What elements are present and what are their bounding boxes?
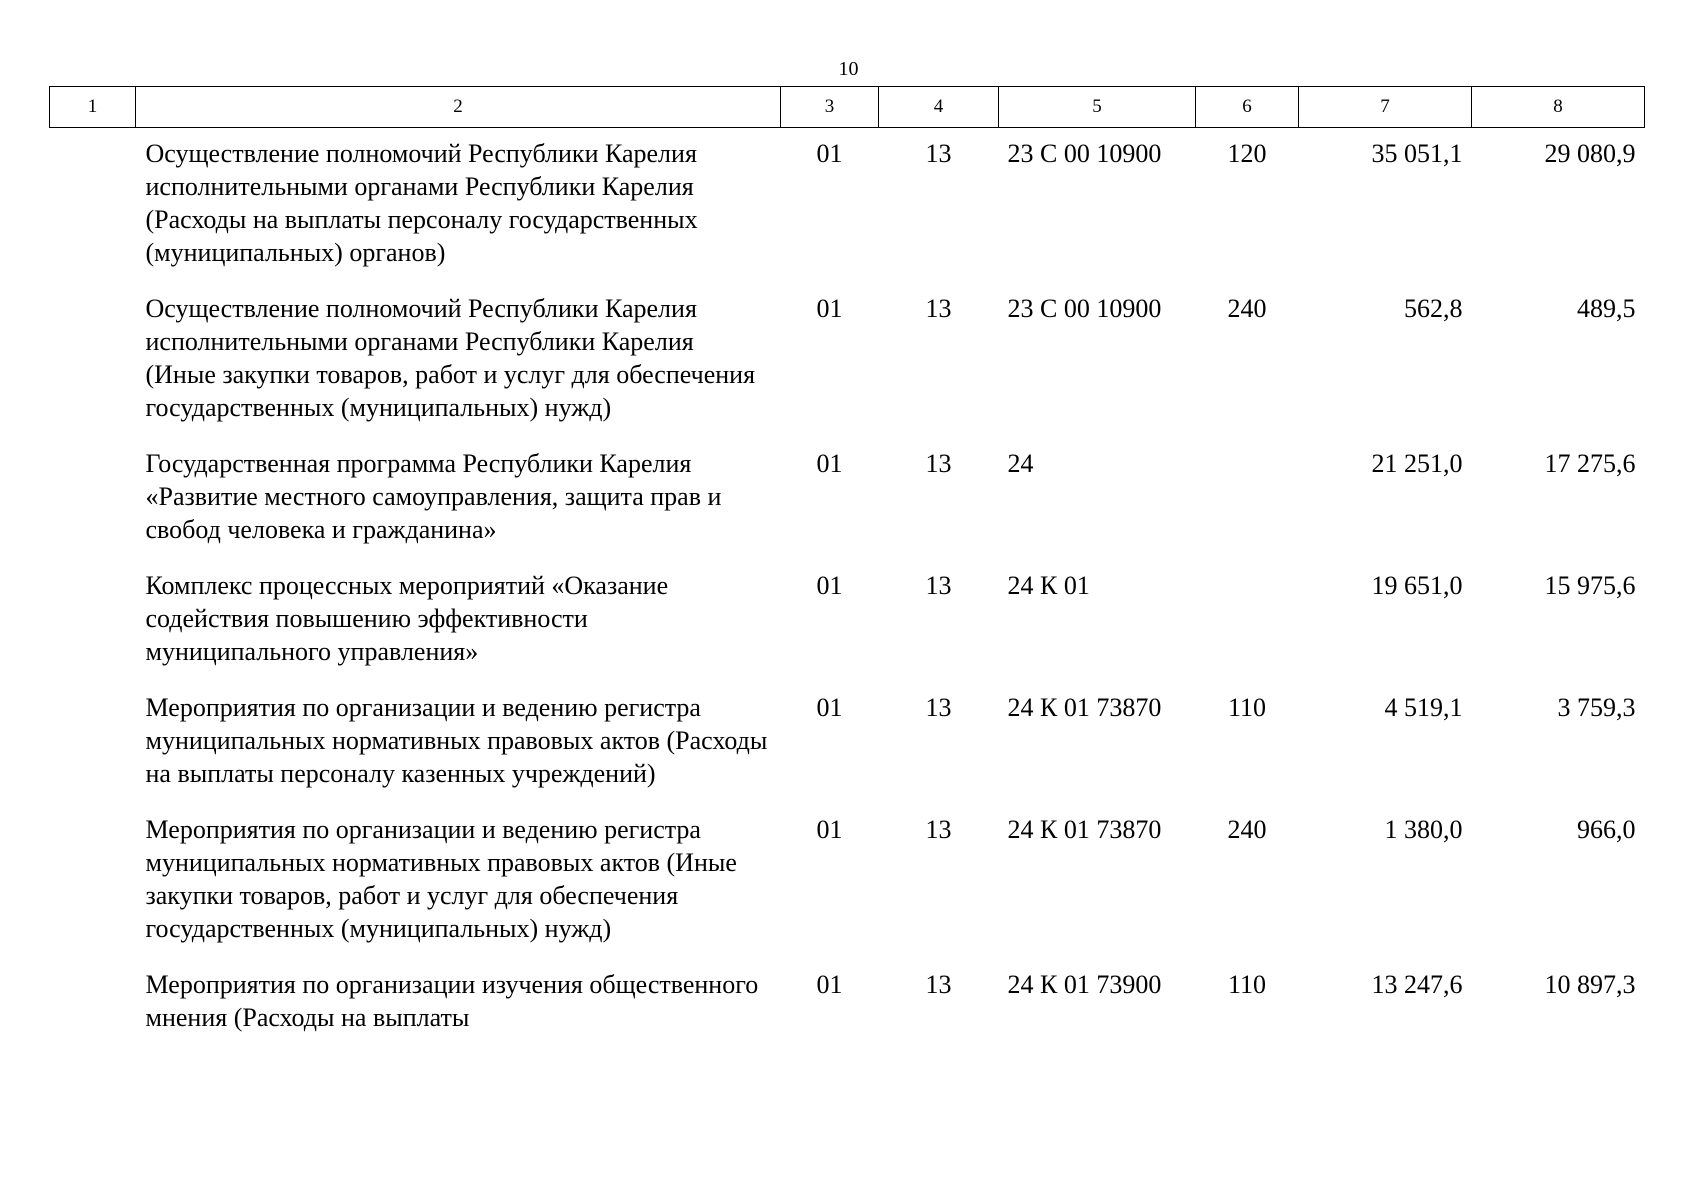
amount-total-cell: 562,8	[1404, 294, 1463, 323]
target-code-cell: 24 К 01 73870	[1007, 815, 1162, 844]
row-number-cell	[50, 682, 136, 804]
column-header: 2	[136, 87, 781, 128]
budget-table	[49, 86, 1645, 1048]
target-code-cell: 24 К 01	[1007, 571, 1090, 600]
column-header: 1	[50, 87, 136, 128]
expense-type-cell: 240	[1227, 815, 1267, 844]
amount-spent-cell: 489,5	[1577, 294, 1636, 323]
section-cell: 01	[816, 139, 843, 168]
section-cell: 01	[816, 970, 843, 999]
amount-total-cell: 19 651,0	[1371, 571, 1463, 600]
target-code-cell: 24 К 01 73900	[1007, 970, 1162, 999]
expense-type-cell	[1196, 438, 1299, 560]
row-number-cell	[50, 438, 136, 560]
amount-spent-cell: 966,0	[1577, 815, 1636, 844]
subsection-cell: 13	[925, 693, 952, 722]
table-row	[50, 682, 1645, 804]
table-header-row	[50, 87, 1645, 128]
column-header: 4	[879, 87, 999, 128]
row-number-cell	[50, 283, 136, 438]
column-header: 8	[1472, 87, 1645, 128]
column-header: 6	[1196, 87, 1299, 128]
section-cell: 01	[816, 449, 843, 478]
expense-type-cell: 120	[1227, 139, 1267, 168]
expense-type-cell	[1196, 560, 1299, 682]
expense-name-cell: Мероприятия по организации и ведению регистра муниципальных нормативных правовых актов (Расходы на выплаты персоналу казенных учреждений)	[145, 693, 768, 788]
expense-name-cell: Осуществление полномочий Республики Карелия исполнительными органами Республики Карелия (Иные закупки товаров, работ и услуг для обеспечения государственных (муниципальных) нужд)	[145, 294, 756, 422]
amount-total-cell: 1 380,0	[1384, 815, 1463, 844]
section-cell: 01	[816, 815, 843, 844]
section-cell: 01	[816, 693, 843, 722]
subsection-cell: 13	[925, 449, 952, 478]
target-code-cell: 24	[1007, 449, 1034, 478]
target-code-cell: 24 К 01 73870	[1007, 693, 1162, 722]
amount-total-cell: 35 051,1	[1371, 139, 1463, 168]
row-number-cell	[50, 560, 136, 682]
subsection-cell: 13	[925, 815, 952, 844]
amount-total-cell: 21 251,0	[1371, 449, 1463, 478]
table-row	[50, 560, 1645, 682]
amount-total-cell: 13 247,6	[1371, 970, 1463, 999]
expense-name-cell: Комплекс процессных мероприятий «Оказание содействия повышению эффективности муниципального управления»	[145, 571, 669, 666]
section-cell: 01	[816, 294, 843, 323]
amount-spent-cell: 15 975,6	[1544, 571, 1636, 600]
expense-type-cell: 240	[1227, 294, 1267, 323]
amount-spent-cell: 17 275,6	[1544, 449, 1636, 478]
expense-name-cell: Мероприятия по организации изучения общественного мнения (Расходы на выплаты	[145, 970, 759, 1032]
target-code-cell: 23 С 00 10900	[1007, 294, 1162, 323]
table-row	[50, 804, 1645, 959]
table-row	[50, 959, 1645, 1048]
expense-type-cell: 110	[1227, 970, 1267, 999]
amount-total-cell: 4 519,1	[1384, 693, 1463, 722]
expense-name-cell: Мероприятия по организации и ведению регистра муниципальных нормативных правовых актов (Иные закупки товаров, работ и услуг для обеспечения государственных (муниципальных) нужд)	[145, 815, 737, 943]
row-number-cell	[50, 804, 136, 959]
row-number-cell	[50, 128, 136, 284]
table-row	[50, 128, 1645, 284]
target-code-cell: 23 С 00 10900	[1007, 139, 1162, 168]
expense-name-cell: Государственная программа Республики Карелия «Развитие местного самоуправления, защита прав и свобод человека и гражданина»	[145, 449, 722, 544]
section-cell: 01	[816, 571, 843, 600]
column-header: 3	[781, 87, 879, 128]
row-number-cell	[50, 959, 136, 1048]
column-header: 7	[1299, 87, 1472, 128]
amount-spent-cell: 3 759,3	[1557, 693, 1636, 722]
table-row	[50, 438, 1645, 560]
column-header: 5	[999, 87, 1196, 128]
subsection-cell: 13	[925, 571, 952, 600]
table-row	[50, 283, 1645, 438]
subsection-cell: 13	[925, 970, 952, 999]
expense-name-cell: Осуществление полномочий Республики Карелия исполнительными органами Республики Карелия (Расходы на выплаты персоналу государственных (муниципальных) органов)	[145, 139, 698, 267]
amount-spent-cell: 29 080,9	[1544, 139, 1636, 168]
amount-spent-cell: 10 897,3	[1544, 970, 1636, 999]
page-number: 10	[838, 58, 859, 80]
expense-type-cell: 110	[1227, 693, 1267, 722]
subsection-cell: 13	[925, 294, 952, 323]
subsection-cell: 13	[925, 139, 952, 168]
